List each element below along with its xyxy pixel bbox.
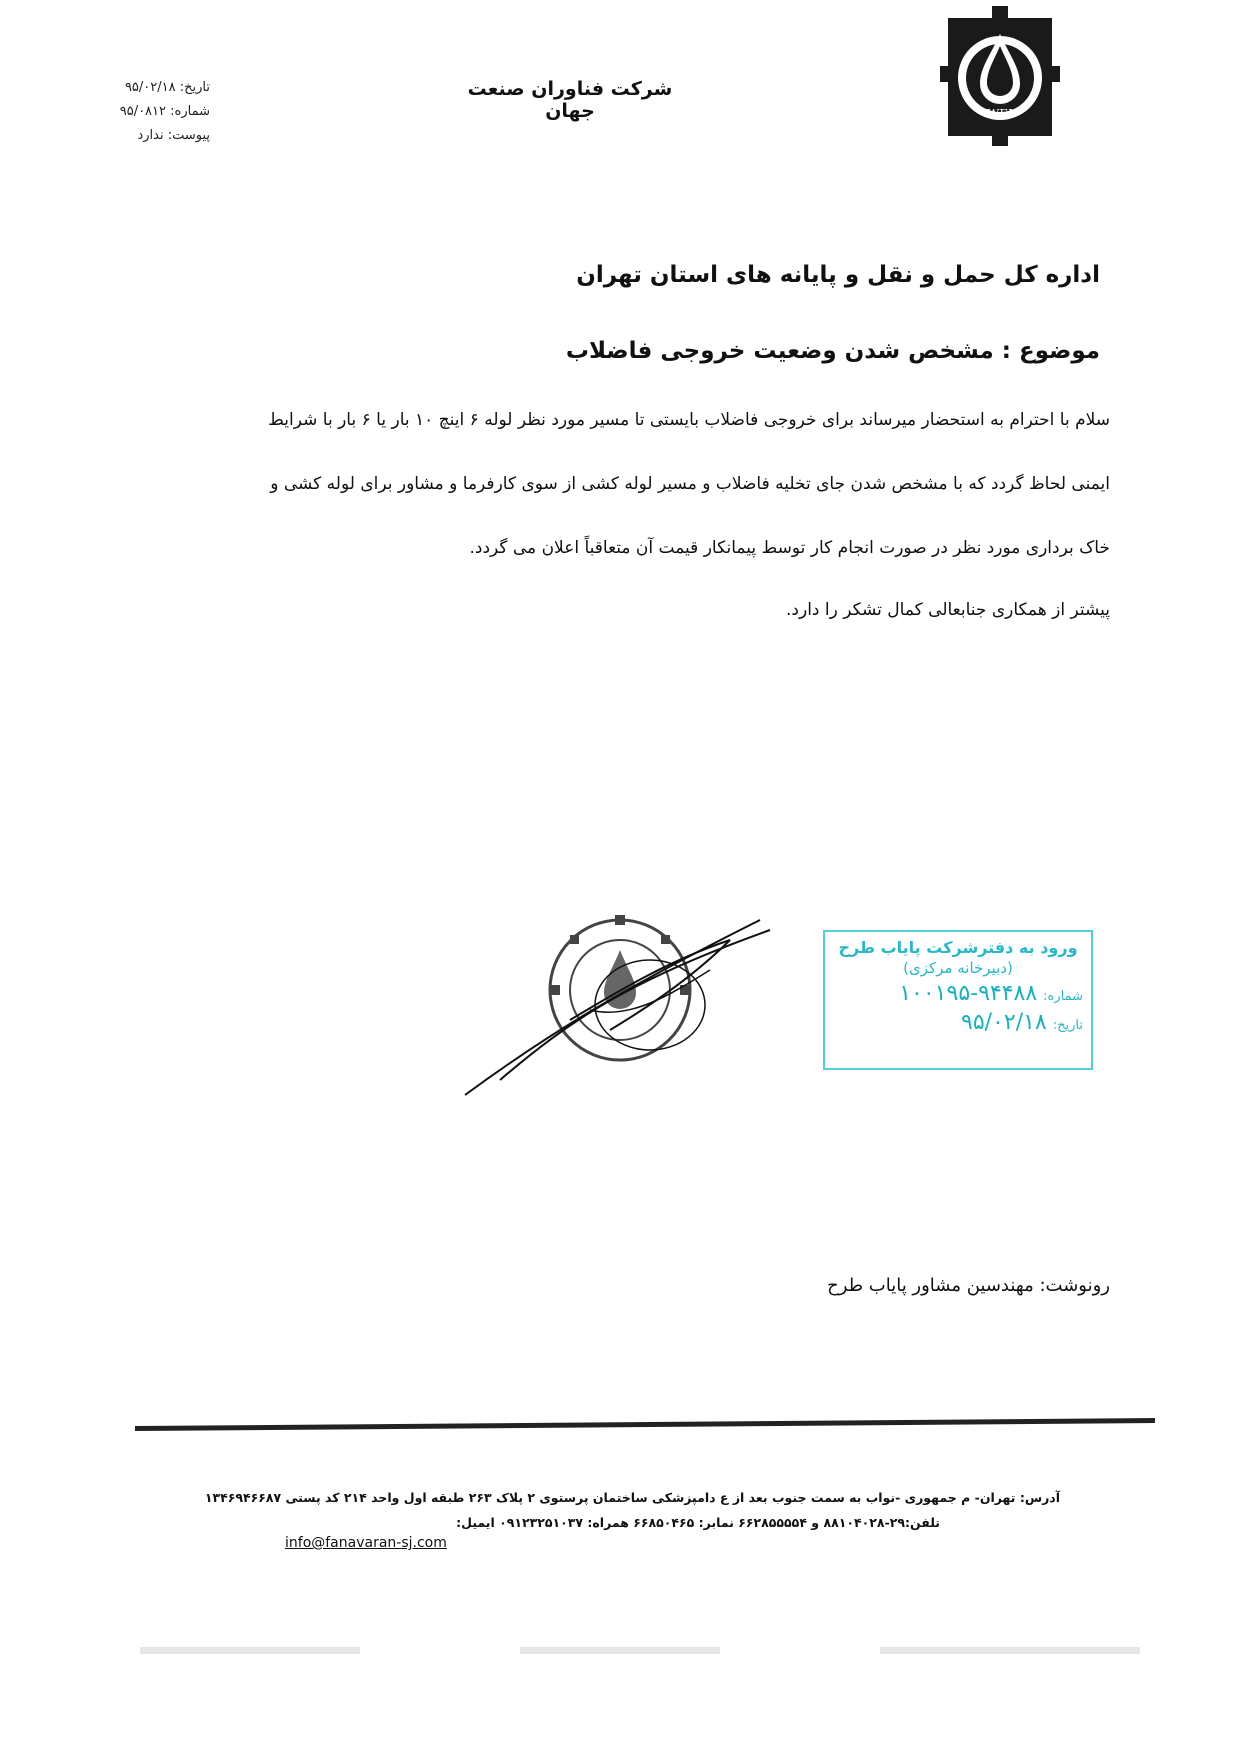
body-line-2: ایمنی لحاظ گردد که با مشخص شدن جای تخلیه فاضلاب و مسیر لوله کشی از سوی کارفرما و مشاور برای لوله کشی و — [270, 474, 1110, 494]
stamp-subtitle: (دبیرخانه مرکزی) — [903, 959, 1013, 977]
letter-attachment: پیوست: ندارد — [137, 128, 210, 143]
letter-date: تاریخ: ۹۵/۰۲/۱۸ — [124, 80, 210, 95]
subject-heading: موضوع : مشخص شدن وضعیت خروجی فاضلاب — [565, 338, 1100, 364]
body-line-4: پیشتر از همکاری جنابعالی کمال تشکر را دارد. — [786, 600, 1110, 620]
svg-text:WEI: WEI — [987, 107, 1013, 121]
body-line-1: سلام با احترام به استحضار میرساند برای خروجی فاضلاب بایستی تا مسیر مورد نظر لوله ۶ اینچ ۱۰ بار یا ۶ بار با شرایط — [268, 410, 1110, 430]
carbon-copy-line: رونوشت: مهندسین مشاور پایاب طرح — [827, 1275, 1110, 1296]
recipient-heading: اداره کل حمل و نقل و پایانه های استان تهران — [576, 262, 1100, 288]
company-name: شرکت فناوران صنعت جهان — [467, 78, 673, 122]
footer-divider — [135, 1418, 1155, 1431]
company-logo — [940, 6, 1060, 156]
stamp-date-value: ۹۵/۰۲/۱۸ — [961, 1010, 1047, 1035]
body-line-3: خاک برداری مورد نظر در صورت انجام کار توسط پیمانکار قیمت آن متعاقباً اعلان می گردد. — [469, 538, 1110, 558]
fax-transmission-header — [140, 1643, 1140, 1657]
stamp-title: ورود به دفترشرکت پایاب طرح — [838, 938, 1078, 957]
letter-number: شماره: ۹۵/۰۸۱۲ — [119, 104, 210, 119]
stamp-number-value: ۱۰۰۱۹۵-۹۴۴۸۸ — [899, 981, 1038, 1006]
footer-email-link[interactable]: info@fanavaran-sj.com — [285, 1535, 447, 1551]
footer-address: آدرس: تهران- م جمهوری -نواب به سمت جنوب بعد از ع دامپزشکی ساختمان پرستوی ۲ پلاک ۲۶۳ طبقه اول واحد ۲۱۴ کد پستی ۱۳۴۶۹۴۶۶۸۷ — [204, 1490, 1060, 1505]
signature — [460, 900, 790, 1100]
footer-phones: تلفن:۲۹-۸۸۱۰۴۰۲۸ و ۶۶۲۸۵۵۵۵۴ نمابر: ۶۶۸۵۰۴۶۵ همراه: ۰۹۱۲۳۲۵۱۰۳۷ ایمیل: — [456, 1515, 940, 1530]
received-stamp — [823, 930, 1093, 1070]
stamp-date-label: تاریخ: — [1052, 1018, 1083, 1033]
stamp-number-label: شماره: — [1043, 989, 1083, 1004]
